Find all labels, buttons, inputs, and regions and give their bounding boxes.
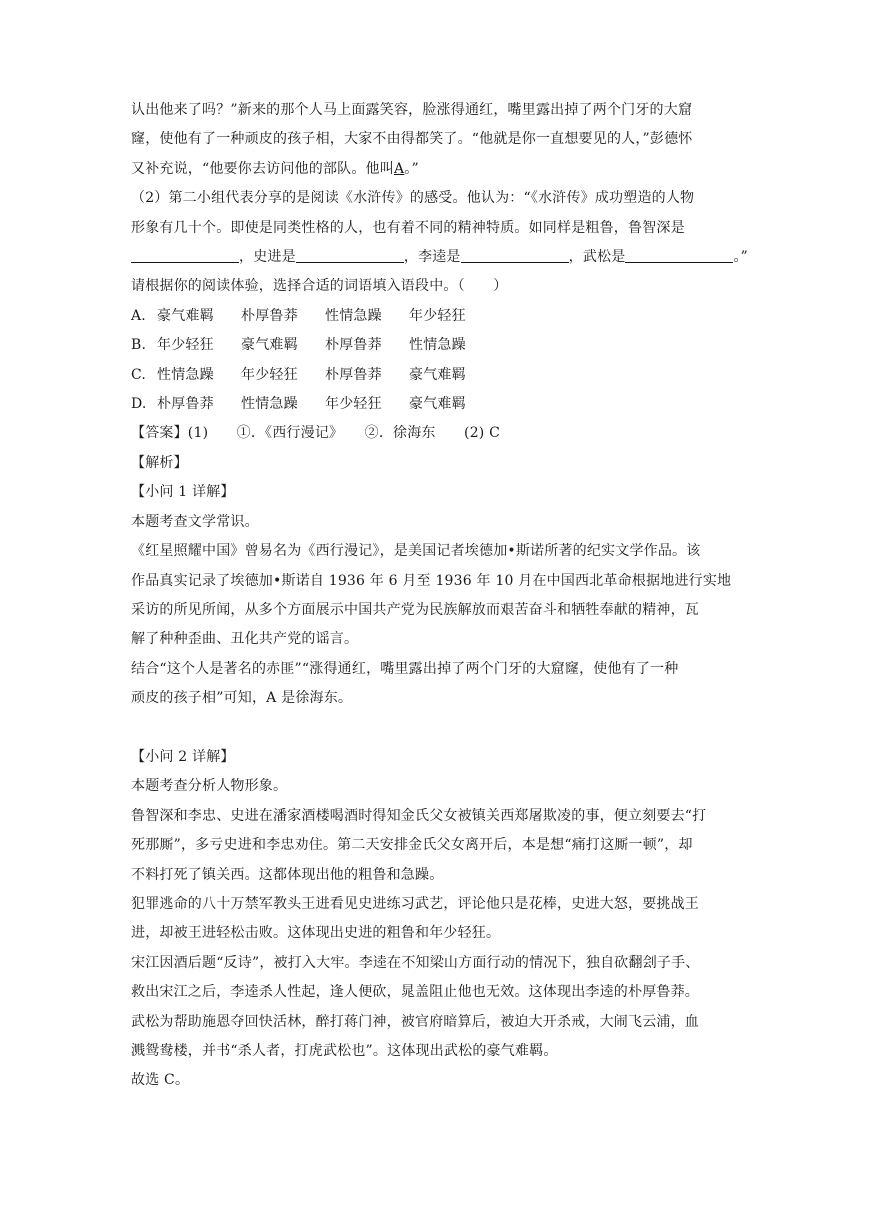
option-letter: B.	[131, 337, 147, 354]
option-word: 年少轻狂	[409, 307, 466, 324]
option-word: 年少轻狂	[241, 366, 298, 383]
answer-line: 【答案】(1) ①．《西行漫记》 ②．徐海东 (2) C	[131, 425, 501, 442]
option-word: 朴厚鲁莽	[157, 396, 214, 413]
blank-likui	[461, 248, 569, 263]
option-letter: A.	[131, 307, 146, 324]
option-letter: C.	[131, 366, 147, 383]
option-b	[131, 331, 751, 360]
question2-instruction: 请根据你的阅读体验，选择合适的词语填入语段中。（ ）	[131, 278, 508, 295]
passage-line-3	[131, 155, 751, 184]
blank-luzhishen	[131, 248, 239, 263]
sub1-line: 采访的所见所闻，从多个方面展示中国共产党为民族解放而艰苦奋斗和牺牲奉献的精神，瓦	[131, 601, 699, 618]
option-word: 豪气难羁	[409, 396, 466, 413]
question2-line-2: 形象有几十个。即使是同类性格的人，也有着不同的精神特质。如同样是粗鲁，鲁智深是	[131, 219, 685, 236]
sub1-heading: 【小问 1 详解】	[131, 484, 235, 501]
question2-line-1: （2）第二小组代表分享的是阅读《水浒传》的感受。他认为：“《水浒传》成功塑造的人物	[131, 190, 695, 207]
sub2-line: 故选 C。	[131, 1072, 190, 1089]
option-word: 性情急躁	[409, 337, 466, 354]
passage-line-2: 窿，使他有了一种顽皮的孩子相，大家不由得都笑了。“他就是你一直想要见的人，”彭德怀	[131, 131, 693, 148]
passage-line-1: 认出他来了吗？”新来的那个人马上面露笑容，脸涨得通红，嘴里露出掉了两个门牙的大窟	[131, 102, 693, 118]
passage-line-3-text: 又补充说，“他要你去访问他的部队。他叫	[131, 160, 394, 177]
sub2-line: 犯罪逃命的八十万禁军教头王进看见史进练习武艺，评论他只是花棒，史进大怒，要挑战王	[131, 895, 699, 912]
sub1-line: 本题考查文学常识。	[131, 513, 259, 530]
option-word: 性情急躁	[241, 396, 298, 413]
sub2-line: 武松为帮助施恩夺回快活林，醉打蒋门神，被官府暗算后，被迫大开杀戒，大闹飞云浦，血	[131, 1013, 699, 1030]
sub2-line: 鲁智深和李忠、史进在潘家酒楼喝酒时得知金氏父女被镇关西郑屠欺凌的事，便立刻要去“打	[131, 807, 707, 824]
sub1-line: 作品真实记录了埃德加•斯诺自 1936 年 6 月至 1936 年 10 月在中国西北革命根据地进行实地	[131, 572, 732, 589]
label-wusong: ，武松是	[568, 249, 626, 266]
option-a	[131, 302, 751, 331]
option-d	[131, 390, 751, 419]
analysis-heading: 【解析】	[131, 454, 188, 471]
quote-end: 。”	[733, 249, 748, 266]
sub2-line: 本题考查分析人物形象。	[131, 778, 288, 795]
sub2-heading: 【小问 2 详解】	[131, 748, 235, 765]
passage-line-3-end: 。”	[404, 160, 419, 177]
sub2-line: 救出宋江之后，李逵杀人性起，逢人便砍，晁盖阻止他也无效。这体现出李逵的朴厚鲁莽。	[131, 984, 699, 1001]
option-word: 年少轻狂	[157, 337, 214, 354]
sub1-line: 《红星照耀中国》曾易名为《西行漫记》，是美国记者埃德加•斯诺所著的纪实文学作品。该	[131, 543, 701, 560]
label-likui: ，李逵是	[403, 249, 461, 266]
question2-fill-blanks	[131, 243, 751, 272]
option-word: 朴厚鲁莽	[241, 307, 298, 324]
sub1-line: 结合“这个人是著名的赤匪”“涨得通红，嘴里露出掉了两个门牙的大窟窿，使他有了一种	[131, 660, 679, 677]
blank-shijin	[296, 248, 404, 263]
option-word: 朴厚鲁莽	[325, 366, 382, 383]
option-word: 朴厚鲁莽	[325, 337, 382, 354]
sub2-line: 进，却被王进轻松击败。这体现出史进的粗鲁和年少轻狂。	[131, 925, 501, 942]
sub1-line: 解了种种歪曲、丑化共产党的谣言。	[131, 631, 359, 648]
document-body	[131, 96, 751, 1096]
option-word: 性情急躁	[157, 366, 214, 383]
sub2-line: 溅鸳鸯楼，并书“杀人者，打虎武松也”。这体现出武松的豪气难羁。	[131, 1042, 558, 1059]
sub2-line: 死那厮”，多亏史进和李忠劝住。第二天安排金氏父女离开后，本是想“痛打这厮一顿”，却	[131, 837, 693, 854]
answer-slot-a: A	[393, 160, 405, 177]
option-word: 豪气难羁	[157, 307, 214, 324]
label-shijin: ，史进是	[239, 249, 296, 266]
option-word: 年少轻狂	[325, 396, 382, 413]
sub2-line: 宋江因酒后题“反诗”，被打入大牢。李逵在不知梁山方面行动的情况下，独自砍翻刽子手、	[131, 954, 700, 971]
blank-line-spacer	[131, 714, 751, 743]
option-letter: D.	[131, 396, 147, 413]
sub1-line: 顽皮的孩子相”可知，A 是徐海东。	[131, 690, 353, 707]
sub2-line: 不料打死了镇关西。这都体现出他的粗鲁和急躁。	[131, 866, 444, 883]
option-c	[131, 361, 751, 390]
option-word: 性情急躁	[325, 307, 382, 324]
option-word: 豪气难羁	[409, 366, 466, 383]
option-word: 豪气难羁	[241, 337, 298, 354]
blank-wusong	[625, 248, 733, 263]
